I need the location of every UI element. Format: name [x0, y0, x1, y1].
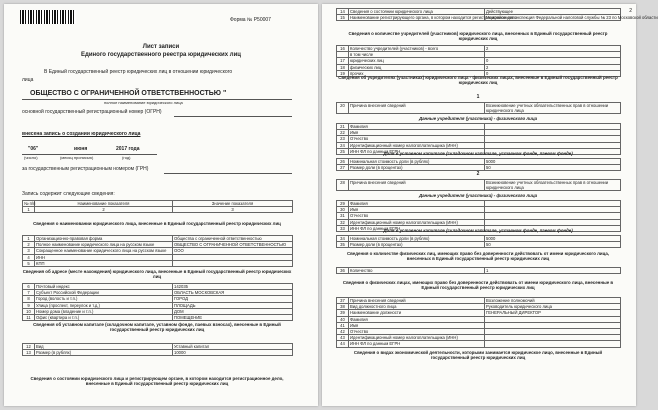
date-caption-day: (число) [24, 155, 38, 160]
row-label: Офис (квартира и т.п.) [35, 315, 173, 321]
row-value: ПОМЕЩЕНИЕ [173, 315, 293, 321]
row-label: Вид [35, 344, 173, 350]
row-number: 42 [337, 329, 349, 335]
row-label: ИНН [35, 254, 173, 260]
header-cell-value: Значение показателя [173, 201, 293, 207]
row-value: 50 [485, 165, 621, 171]
row-label: ИНН ФЛ по данным ЕГРН [349, 225, 485, 231]
row-label: Причина внесения сведений [349, 298, 485, 304]
row-value: ОБЛАСТЬ МОСКОВСКАЯ [173, 290, 293, 296]
row-label: Идентификационный номер налогоплательщика (ИНН) [349, 142, 485, 148]
row-label: Почтовый индекс [35, 284, 173, 290]
row-value: 5000 [485, 159, 621, 165]
header-num-name: 2 [35, 207, 173, 213]
founder-1-reason-table [336, 102, 621, 114]
row-label: Сокращенное наименование юридического лица на русском языке [35, 248, 173, 254]
date-caption-year: (год) [122, 155, 131, 160]
row-label: Наименование регистрирующего органа, в котором находится регистрационное дело [350, 15, 517, 21]
table-row [337, 180, 621, 191]
row-label: Отчество [349, 136, 485, 142]
row-label: Причина внесения сведений [349, 180, 485, 191]
row-number: 10 [23, 308, 35, 314]
row-number: 16 [337, 46, 349, 52]
row-number: 43 [337, 335, 349, 341]
capital-table [22, 343, 293, 356]
header-num-value: 3 [173, 207, 293, 213]
row-number: 22 [337, 130, 349, 136]
row-label: Наименование должности [349, 310, 485, 316]
row-number: 20 [337, 103, 349, 114]
row-label: Номинальная стоимость доли (в рублях) [349, 159, 485, 165]
row-label: Субъект Российской Федерации [35, 290, 173, 296]
row-value: ГОРОД [173, 296, 293, 302]
row-label: Полное наименование юридического лица на русском языке [35, 242, 173, 248]
row-number: 33 [337, 225, 349, 231]
form-number: Форма № Р50007 [230, 17, 271, 23]
founder-2-number: 2 [476, 171, 480, 177]
table-header-num-row [23, 207, 293, 213]
row-label: Город (волость и т.п.) [35, 296, 173, 302]
row-label: Идентификационный номер налогоплательщика (ИНН) [349, 219, 485, 225]
row-number: 1 [23, 236, 35, 242]
row-label: прочих [349, 70, 485, 76]
row-number: 27 [337, 165, 349, 171]
row-value: 1 [485, 268, 621, 274]
row-number: 44 [337, 341, 349, 347]
founder-2-share-table [336, 235, 621, 248]
founder-2-share-heading: Доля в уставном капитале (складочном капитале, уставном фонде, паевом фонде) [383, 228, 573, 233]
table-row [337, 268, 621, 274]
row-value: 50 [485, 242, 621, 248]
section-proxy-heading: Сведения о физических лицах, имеющих право без доверенности действовать от имени юридического лица, внесенные в Единый государственный реестр юридических лиц [342, 280, 614, 290]
row-label: Улица (проспект, переулок и т.д.) [35, 302, 173, 308]
name-table [22, 235, 293, 267]
row-label: Отчество [349, 329, 485, 335]
row-number: 37 [337, 298, 349, 304]
record-month: июня [74, 146, 88, 152]
record-year: 2017 года [116, 146, 140, 152]
row-value: Возникновение учетных обязательственных прав в отношении юридического лица [485, 180, 621, 191]
section-address-heading: Сведения об адресе (месте нахождения) юридического лица, внесенные в Единый государственный реестр юридических лиц [22, 269, 292, 279]
row-number: 18 [337, 64, 349, 70]
section-proxy-count-heading: Сведения о количестве физических лиц, имеющих право без доверенности действовать от имени юридического лица, внесенных в Единый государственный реестр юридических лиц [346, 251, 609, 261]
row-value: ООО [173, 248, 293, 254]
ogrn-label: основной государственный регистрационный номер (ОГРН) [22, 109, 162, 115]
barcode-image [20, 10, 76, 24]
row-value: 142035 [173, 284, 293, 290]
page-number: 2 [629, 8, 632, 14]
header-table [22, 200, 293, 213]
row-number: 35 [337, 242, 349, 248]
row-value: Межрайонная инспекция Федеральной налоговой службы № 23 по Московской области [486, 15, 658, 21]
row-number: 32 [337, 219, 349, 225]
row-number: 11 [23, 315, 35, 321]
row-number: 21 [337, 124, 349, 130]
row-number: 6 [23, 284, 35, 290]
header-cell-n: № п/п [24, 201, 36, 206]
row-value: ОБЩЕСТВО С ОГРАНИЧЕННОЙ ОТВЕТСТВЕННОСТЬЮ [173, 242, 293, 248]
section-status-heading: Сведения о состоянии юридического лица и регистрирующем органе, в котором находится регистрационное дело, внесенные в Единый государственный реестр юридических лиц [30, 376, 284, 386]
row-number: 40 [337, 316, 349, 322]
row-number: 19 [337, 70, 349, 76]
proxy-table [336, 297, 621, 348]
row-label: Имя [349, 207, 485, 213]
row-number: 14 [337, 9, 349, 15]
intro-sub: лица [22, 77, 34, 83]
row-value: 10000 [173, 350, 293, 356]
row-value: Общества с ограниченной ответственностью [173, 236, 293, 242]
row-number: 2 [23, 242, 35, 248]
row-label: Идентификационный номер налогоплательщика (ИНН) [349, 335, 485, 341]
row-number: 36 [337, 268, 349, 274]
founder-1-number: 1 [476, 94, 480, 100]
row-label: Организационно-правовая форма [35, 236, 173, 242]
row-label: Сведения о состоянии юридического лица [349, 9, 485, 15]
row-label: Размер (в рублях) [35, 350, 173, 356]
table-row [23, 260, 293, 266]
row-number: 9 [23, 302, 35, 308]
row-number: 23 [337, 136, 349, 142]
row-number: 4 [23, 254, 35, 260]
row-number: 26 [337, 159, 349, 165]
row-value: Возложение полномочий [485, 298, 621, 304]
section-founders-heading: Сведения об учредителях (участниках) юридического лица - физических лицах, внесенные в Единый государственный реестр юридических лиц [338, 75, 618, 85]
row-label: Имя [349, 322, 485, 328]
row-label: Фамилия [349, 124, 485, 130]
row-value: Возникновение учетных обязательственных прав в отношении юридического лица [485, 103, 621, 114]
register-title: Единого государственного реестра юридических лиц [81, 52, 241, 58]
row-value [485, 341, 621, 347]
row-label: Количество учредителей (участников) - всего [349, 46, 485, 52]
proxy-count-table [336, 267, 621, 274]
row-number: 3 [23, 248, 35, 254]
section-name-heading: Сведения о наименовании юридического лица, внесенные в Единый государственный реестр юридических лиц [33, 221, 281, 226]
row-label: Отчество [349, 213, 485, 219]
intro-text: В Единый государственный реестр юридических лиц в отношении юридического [44, 69, 233, 75]
row-number: 17 [337, 58, 349, 64]
founder-2-reason-table [336, 179, 621, 191]
table-row [23, 315, 293, 321]
row-number: 5 [23, 260, 35, 266]
section-count-heading: Сведения о количестве учредителей (участников) юридического лица, внесенных в Единый государственный реестр юридических лиц [348, 31, 608, 41]
row-value: ПЛОЩАДЬ [173, 302, 293, 308]
section-capital-heading: Сведения об уставном капитале (складочном капитале, уставном фонде, паевых взносах), внесенные в Единый государственный реестр юридических лиц [33, 322, 281, 332]
row-label: Фамилия [349, 201, 485, 207]
row-value: ДОМ [173, 308, 293, 314]
row-value: 0 [485, 70, 621, 76]
row-label: Номинальная стоимость доли (в рублях) [349, 236, 485, 242]
count-table [336, 45, 621, 77]
row-number: 12 [23, 344, 35, 350]
table-row [337, 15, 621, 21]
row-number: 31 [337, 213, 349, 219]
row-label: Вид должностного лица [349, 304, 485, 310]
row-number: 8 [23, 296, 35, 302]
document-page-2 [322, 4, 658, 406]
date-caption-month: (месяц прописью) [60, 155, 94, 160]
row-number: 34 [337, 236, 349, 242]
row-label: в том числе [349, 52, 485, 58]
row-label: ИНН ФЛ по данным ЕГРН [349, 148, 485, 154]
row-value: 5000 [485, 236, 621, 242]
row-number: 41 [337, 322, 349, 328]
row-value: 0 [485, 58, 621, 64]
record-heading: внесена запись о создании юридического лица [22, 131, 141, 137]
contains-label: Запись содержит следующие сведения: [22, 191, 115, 197]
table-row [23, 350, 293, 356]
table-row [337, 103, 621, 114]
founder-1-share-table [336, 158, 621, 171]
row-label: Причина внесения сведений [349, 103, 485, 114]
row-label: Размер доли (в процентах) [349, 165, 485, 171]
row-value: Уставный капитал [173, 344, 293, 350]
grn-label: за государственным регистрационным номером (ГРН) [22, 166, 149, 172]
row-label: Фамилия [349, 316, 485, 322]
founder-1-share-heading: Доля в уставном капитале (складочном капитале, уставном фонде, паевом фонде) [383, 151, 573, 156]
row-label: Количество [349, 268, 485, 274]
row-number: 39 [337, 310, 349, 316]
address-table [22, 283, 293, 321]
company-name: ОБЩЕСТВО С ОГРАНИЧЕННОЙ ОТВЕТСТВЕННОСТЬЮ " [30, 90, 227, 97]
founder-2-data-heading: Данные учредителя (участника) - физического лица [418, 193, 538, 198]
row-label: ИНН ФЛ по данным ЕГРН [349, 341, 485, 347]
row-label: юридических лиц [349, 58, 485, 64]
table-row [337, 341, 621, 347]
row-value: ГЕНЕРАЛЬНЫЙ ДИРЕКТОР [485, 310, 621, 316]
row-number: 30 [337, 207, 349, 213]
table-row [337, 242, 621, 248]
row-number: 7 [23, 290, 35, 296]
row-label: КПП [35, 260, 173, 266]
row-number: 38 [337, 304, 349, 310]
founder-1-data-heading: Данные учредителя (участника) - физического лица [418, 116, 538, 121]
row-number: 29 [337, 201, 349, 207]
row-label: Имя [349, 130, 485, 136]
sheet-title: Лист записи [142, 44, 180, 50]
document-page-1 [4, 4, 318, 406]
row-value: Руководитель юридического лица [485, 304, 621, 310]
row-label: Размер доли (в процентах) [349, 242, 485, 248]
row-value: Действующее [485, 9, 621, 15]
row-label: Номер дома (владение и т.п.) [35, 308, 173, 314]
status-table [336, 8, 658, 21]
row-value: 2 [485, 64, 621, 70]
record-day: "06" [28, 146, 39, 152]
row-value [173, 260, 293, 266]
row-label: физических лиц [349, 64, 485, 70]
row-value: 2 [485, 46, 621, 52]
row-number: 15 [337, 15, 349, 21]
header-num-n: 1 [23, 207, 35, 213]
row-number: 25 [337, 148, 349, 154]
table-row [337, 165, 621, 171]
row-number: 28 [337, 180, 349, 191]
row-number: 13 [23, 350, 35, 356]
header-cell-name: Наименование показателя [35, 201, 173, 207]
row-number: 24 [337, 142, 349, 148]
company-name-caption: полное наименование юридического лица [104, 100, 183, 105]
section-activity-heading: Сведения о видах экономической деятельности, которыми занимается юридическое лицо, внесенные в Единый государственный реестр юридических лиц [353, 350, 603, 360]
